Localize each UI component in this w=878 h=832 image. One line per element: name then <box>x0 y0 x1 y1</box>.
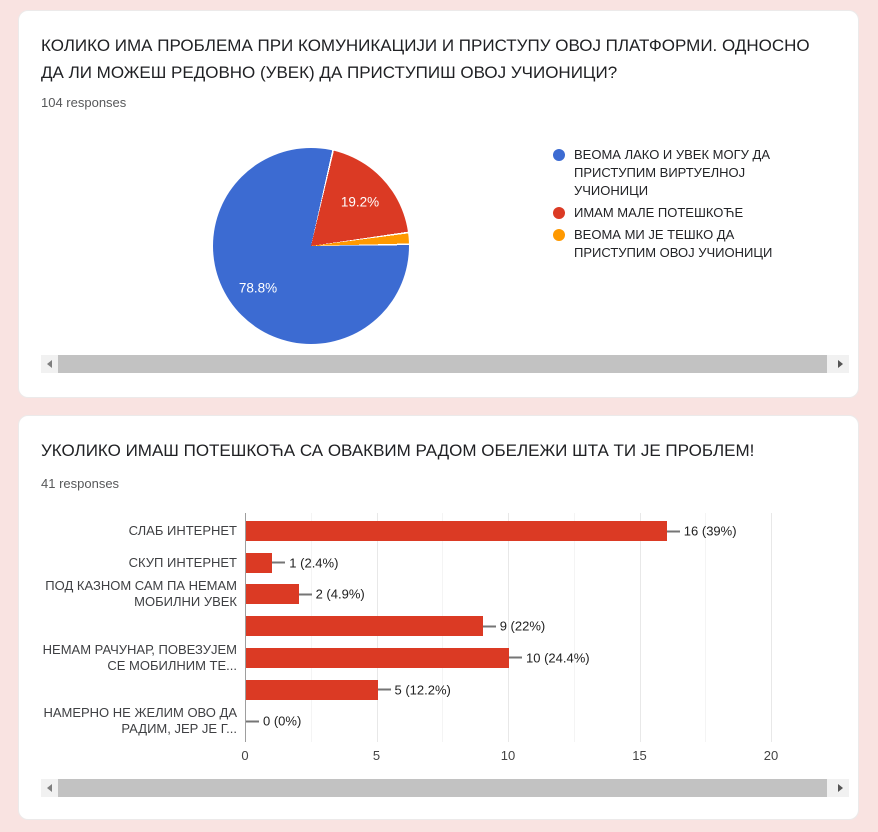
legend-item <box>553 226 793 262</box>
legend-label: ВЕОМА ЛАКО И УВЕК МОГУ ДА ПРИСТУПИМ ВИРТУЕЛНОЈ УЧИОНИЦИ <box>574 147 770 198</box>
question-title: КОЛИКО ИМА ПРОБЛЕМА ПРИ КОМУНИКАЦИЈИ И ПРИСТУПУ ОВОЈ ПЛАТФОРМИ. ОДНОСНО ДА ЛИ МОЖЕШ РЕДОВНО (УВЕК) ДА ПРИСТУПИШ ОВОЈ УЧИОНИЦИ? <box>41 36 810 82</box>
bar-value-callout <box>509 650 590 665</box>
bar-value-label: 0 (0%) <box>263 713 302 729</box>
pie-question-card <box>18 10 859 398</box>
gridline <box>705 513 706 742</box>
scrollbar-track[interactable] <box>58 779 832 797</box>
arrow-right-icon <box>838 360 843 368</box>
bar-value-callout <box>246 714 301 729</box>
scrollbar-track[interactable] <box>58 355 832 373</box>
x-axis-tick-label: 20 <box>763 748 779 763</box>
pie-chart <box>213 148 409 344</box>
legend-label: ИМАМ МАЛЕ ПОТЕШКОЋЕ <box>574 205 744 220</box>
legend-swatch-icon <box>553 149 565 161</box>
bar <box>246 680 378 700</box>
category-label: СКУП ИНТЕРНЕТ <box>128 554 237 570</box>
pie-slice-label-blue: 78.8% <box>238 280 278 296</box>
category-label: НЕМАМ РАЧУНАР, ПОВЕЗУЈЕМ СЕ МОБИЛНИМ ТЕ... <box>42 641 237 673</box>
callout-line <box>509 657 522 659</box>
scrollbar-right-arrow-button[interactable] <box>832 779 849 797</box>
legend-item <box>553 146 793 200</box>
bar <box>246 616 483 636</box>
bar <box>246 521 667 541</box>
gridline <box>771 513 772 742</box>
bar-value-label: 2 (4.9%) <box>315 586 365 602</box>
bar-value-label: 1 (2.4%) <box>289 555 339 571</box>
scrollbar-thumb[interactable] <box>58 355 827 373</box>
x-axis-tick-label: 10 <box>500 748 516 763</box>
category-label: НАМЕРНО НЕ ЖЕЛИМ ОВО ДА РАДИМ, ЈЕР ЈЕ Г... <box>43 705 237 737</box>
bar <box>246 553 272 573</box>
response-count: 104 responses <box>41 95 127 110</box>
bar-value-label: 16 (39%) <box>683 523 737 539</box>
legend-swatch-icon <box>553 207 565 219</box>
bar-value-callout <box>378 682 451 697</box>
bar <box>246 648 509 668</box>
bar-value-label: 10 (24.4%) <box>526 650 590 666</box>
bar-value-callout <box>272 555 338 570</box>
x-axis-tick-label: 15 <box>632 748 647 763</box>
legend-item <box>553 204 793 222</box>
x-axis-tick-label: 0 <box>241 748 249 763</box>
x-axis-tick-label: 5 <box>372 748 381 763</box>
bar-value-label: 9 (22%) <box>499 618 546 634</box>
bar-value-callout <box>483 619 546 634</box>
callout-line <box>246 720 259 722</box>
arrow-right-icon <box>838 784 843 792</box>
arrow-left-icon <box>47 360 52 368</box>
arrow-left-icon <box>47 784 52 792</box>
gridline <box>640 513 641 742</box>
horizontal-scrollbar[interactable] <box>41 355 849 373</box>
legend-swatch-icon <box>553 229 565 241</box>
pie-legend <box>553 146 793 266</box>
pie-slice-label-red: 19.2% <box>340 194 380 210</box>
callout-line <box>299 593 312 595</box>
scrollbar-right-arrow-button[interactable] <box>832 355 849 373</box>
scrollbar-left-arrow-button[interactable] <box>41 355 58 373</box>
scrollbar-left-arrow-button[interactable] <box>41 779 58 797</box>
response-count: 41 responses <box>41 476 120 491</box>
gridline <box>574 513 575 742</box>
bar-value-label: 5 (12.2%) <box>394 682 451 697</box>
bar-value-callout <box>299 587 365 602</box>
category-label: СЛАБ ИНТЕРНЕТ <box>128 523 237 538</box>
horizontal-scrollbar[interactable] <box>41 779 849 797</box>
bar-value-callout <box>667 524 737 539</box>
callout-line <box>378 689 391 691</box>
question-title: УКОЛИКО ИМАШ ПОТЕШКОЋА СА ОВАКВИМ РАДОМ ОБЕЛЕЖИ ШТА ТИ ЈЕ ПРОБЛЕМ! <box>41 441 755 460</box>
callout-line <box>667 530 680 532</box>
callout-line <box>483 625 496 627</box>
bar-question-card <box>18 415 859 820</box>
scrollbar-thumb[interactable] <box>58 779 827 797</box>
category-label: ПОД КАЗНОМ САМ ПА НЕМАМ МОБИЛНИ УВЕК <box>45 578 237 610</box>
callout-line <box>272 562 285 564</box>
bar <box>246 584 299 604</box>
legend-label: ВЕОМА МИ ЈЕ ТЕШКО ДА ПРИСТУПИМ ОВОЈ УЧИОНИЦИ <box>574 227 773 260</box>
